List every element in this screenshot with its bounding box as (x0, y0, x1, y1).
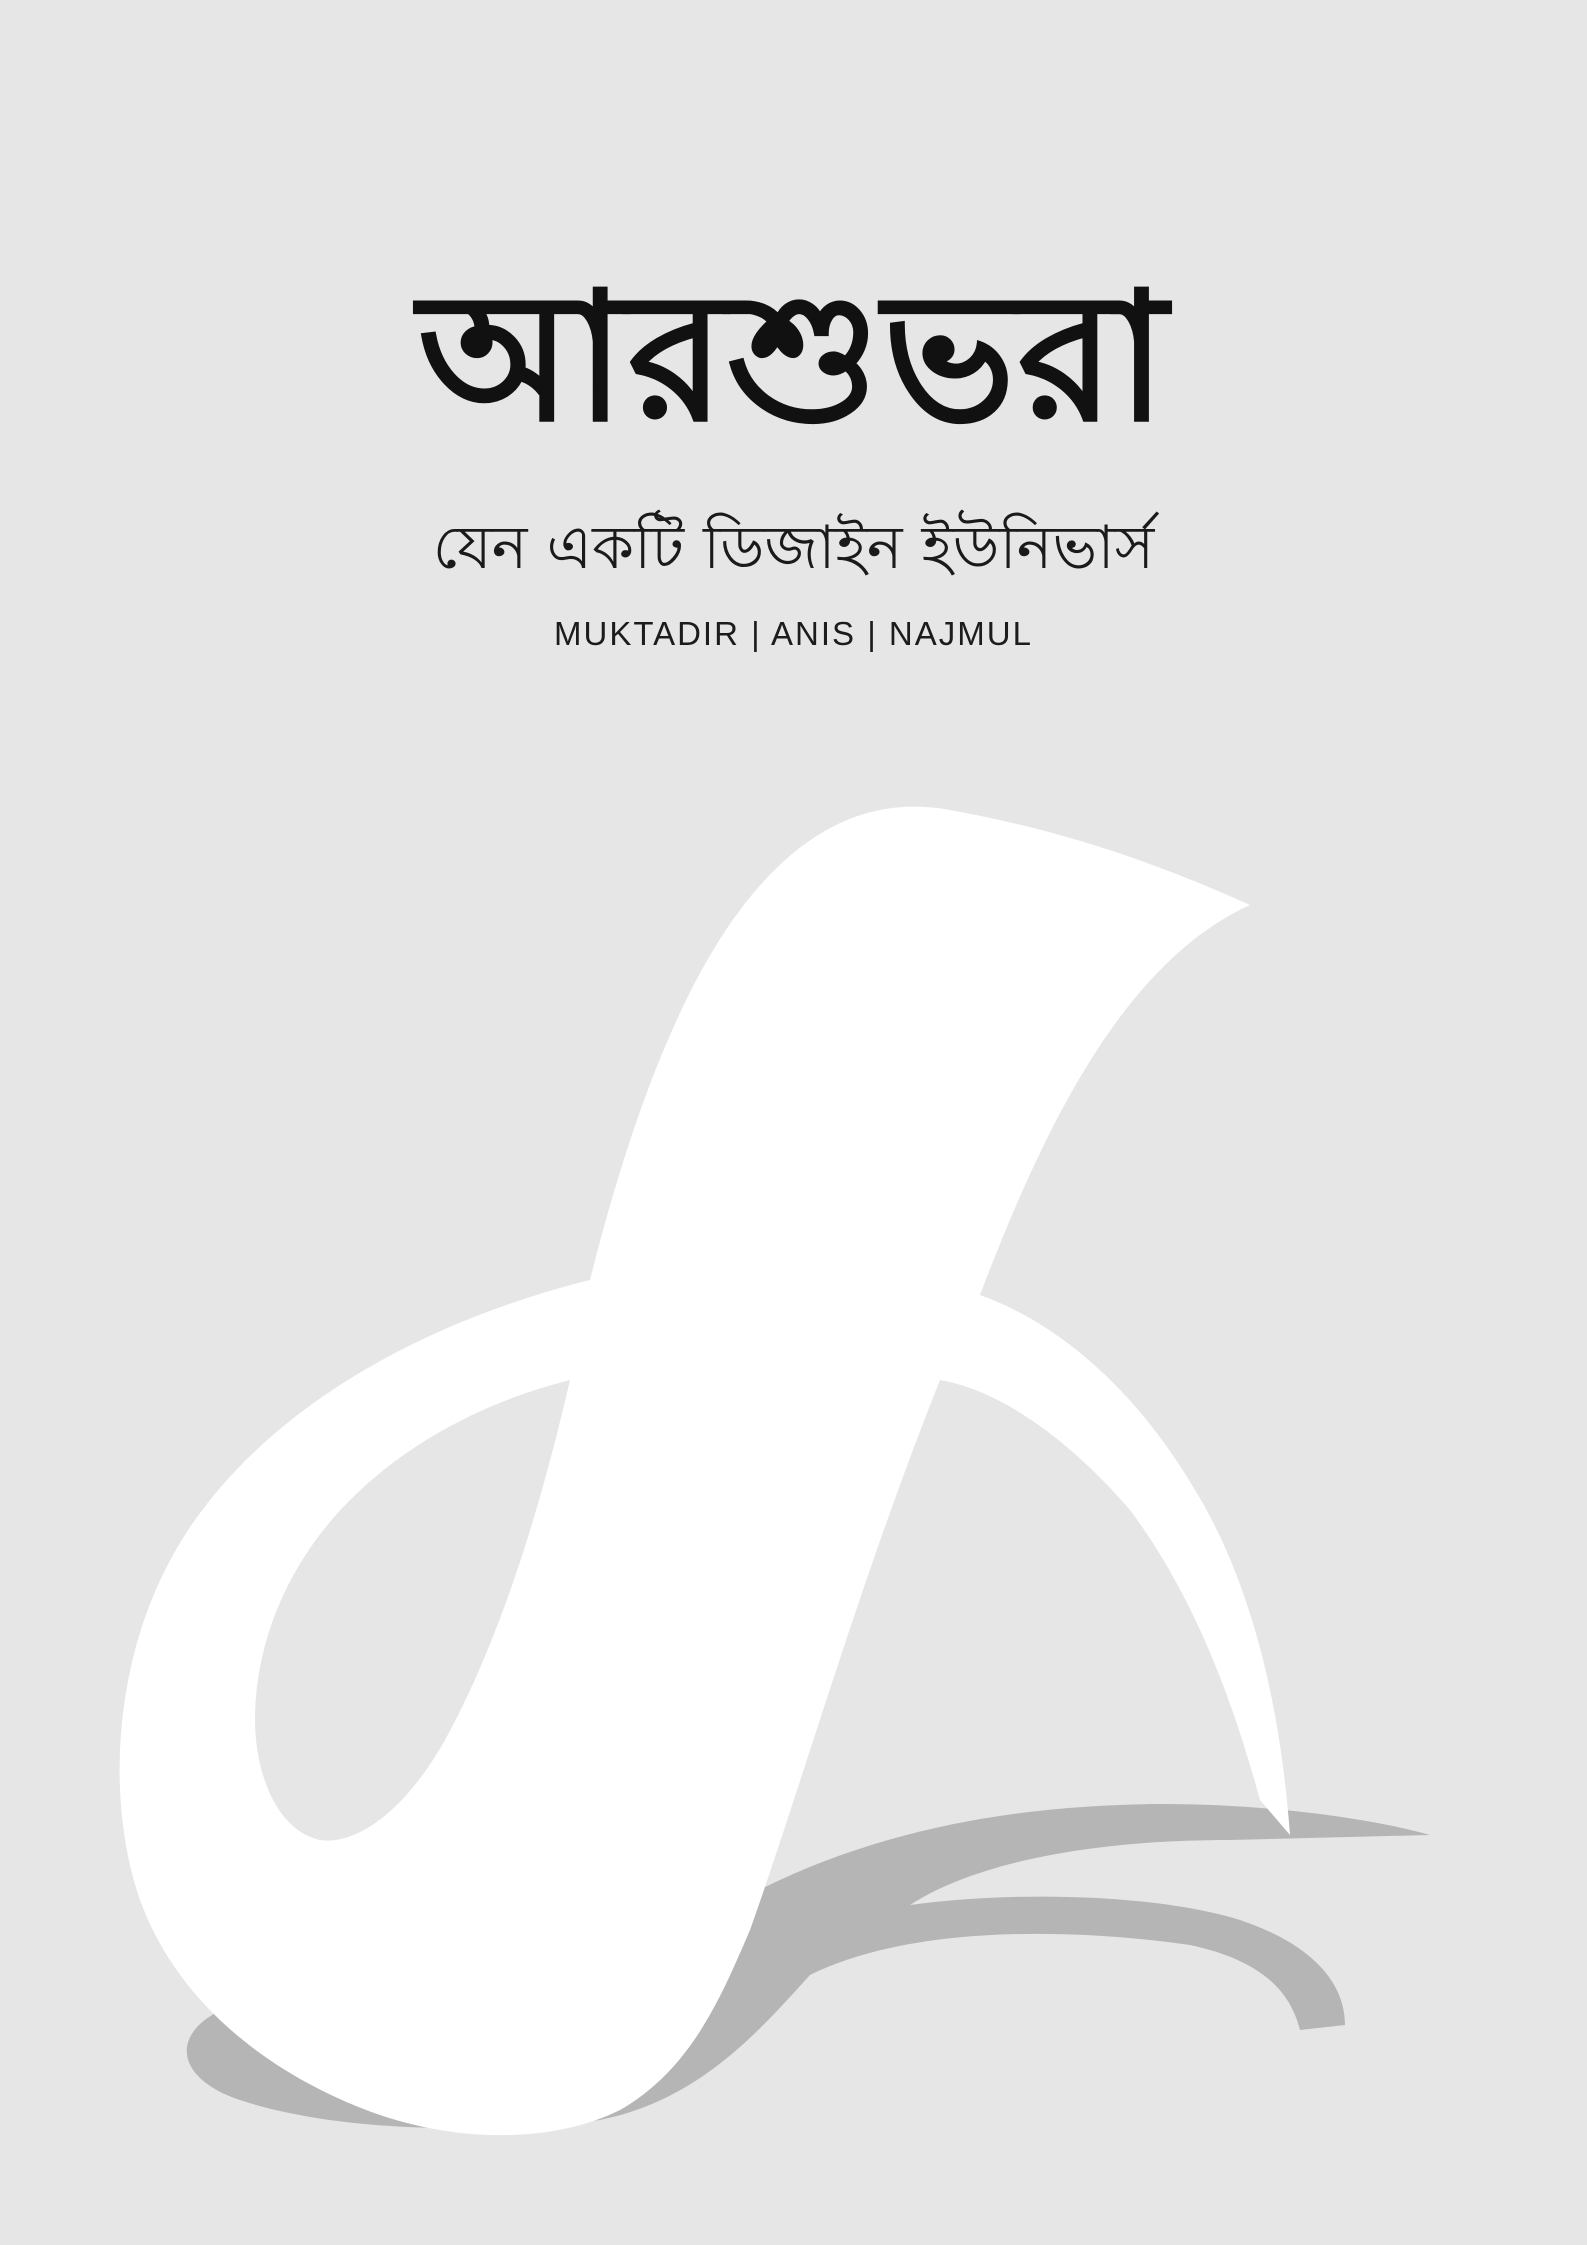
author-names: MUKTADIR | ANIS | NAJMUL (554, 615, 1033, 652)
book-title: আরশুভরা (418, 254, 1169, 461)
book-subtitle: যেন একটি ডিজাইন ইউনিভার্স (432, 513, 1155, 583)
